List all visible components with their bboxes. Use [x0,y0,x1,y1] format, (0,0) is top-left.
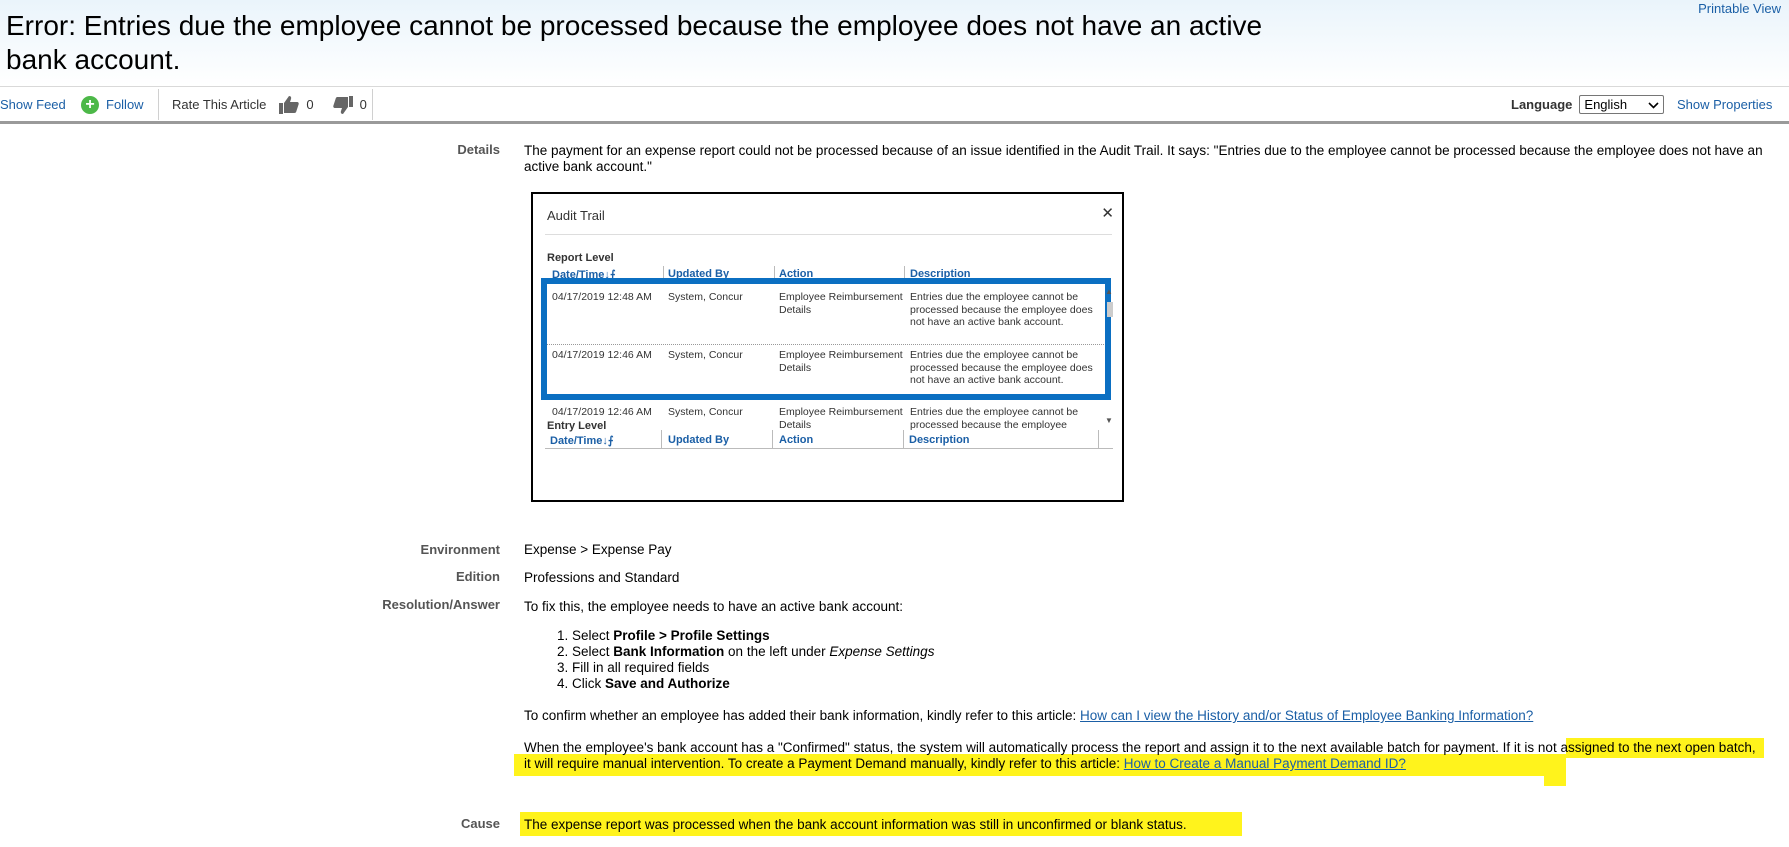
row1-action: Employee Reimbursement Details [779,291,903,316]
rate-article-group [172,87,367,122]
row2-datetime: 04/17/2019 12:46 AM [552,349,652,361]
close-icon: ✕ [1101,205,1114,222]
cause-label: Cause [460,816,500,831]
environment-label: Environment [420,542,500,557]
thumbs-down-icon[interactable] [332,95,354,115]
row3-datetime: 04/17/2019 12:46 AM [552,406,652,418]
banking-history-link[interactable]: How can I view the History and/or Status of Employee Banking Information? [1080,708,1534,723]
col-divider [772,430,773,448]
plus-icon: + [81,96,99,114]
details-label: Details [457,142,500,157]
thumbs-up-icon[interactable] [278,95,300,115]
scroll-down-icon: ▼ [1105,416,1113,425]
article-header [0,0,1789,86]
details-text: The payment for an expense report could not be processed because of an issue identified in the Audit Trail. It says: "Entries due to the employee cannot be processed because the employee does not have an active bank account." [524,143,1763,174]
row2-updated-by: System, Concur [668,349,743,361]
audit-trail-title: Audit Trail [547,208,605,223]
manual-payment-demand-link[interactable]: How to Create a Manual Payment Demand ID? [1123,756,1406,771]
scroll-up-icon: ▲ [1105,287,1113,296]
show-properties-link[interactable]: Show Properties [1677,97,1773,112]
page-title: Error: Entries due the employee cannot be processed because the employee does not have an active bank account. [6,10,1263,75]
edition-label: Edition [455,569,500,584]
edition-value: Professions and Standard [524,570,680,585]
entry-col-header-description: Description [909,434,970,446]
col-divider [661,430,662,448]
col-header-description: Description [910,268,971,280]
printable-view-link[interactable]: Printable View [1698,1,1781,16]
list-item: 3. Fill in all required fields [572,660,934,676]
entry-col-header-action: Action [779,434,814,446]
col-header-datetime: Date/Time↓⨍ [552,269,616,281]
audit-trail-image [531,192,1124,502]
row2-description: Entries due the employee cannot be processed because the employee does not have an active bank account. [910,349,1093,387]
follow-button[interactable] [81,87,144,122]
col-header-action: Action [779,268,814,280]
cause-value: The expense report was processed when the bank account information was still in unconfirmed or blank status. [524,817,1187,832]
row3-description: Entries due the employee cannot be processed because the employee [910,406,1079,431]
scrollbar-thumb [1107,302,1113,317]
row2-action: Employee Reimbursement Details [779,349,903,374]
resolution-steps [554,628,934,692]
language-value: English [1584,97,1628,112]
confirm-paragraph: To confirm whether an employee has added their bank information, kindly refer to this article: How can I view the History and/or Status of Employee Banking Information? [524,708,1534,723]
entry-col-header-updated-by: Updated By [668,434,730,446]
report-level-label: Report Level [547,252,614,264]
row1-updated-by: System, Concur [668,291,743,303]
row3-updated-by: System, Concur [668,406,743,418]
row1-description: Entries due the employee cannot be processed because the employee does not have an active bank account. [910,291,1093,329]
resolution-intro: To fix this, the employee needs to have an active bank account: [524,599,903,614]
highlight-box [541,278,1111,400]
language-label: Language [1511,97,1573,112]
row1-datetime: 04/17/2019 12:48 AM [552,291,652,303]
when-paragraph: When the employee's bank account has a "Confirmed" status, the system will automatically process the report and assign it to the next available batch for payment. If it is not assigned to the next open batch, it will require manual intervention. To create a Payment Demand manually, kindly refer to this article: How to Create a Manual Payment Demand ID? [524,740,1756,771]
rate-label: Rate This Article [172,97,267,112]
environment-value: Expense > Expense Pay [524,542,672,557]
follow-label: Follow [106,97,144,112]
entry-col-header-datetime: Date/Time↓⨍ [550,435,614,447]
list-item: 2. Select Bank Information on the left under Expense Settings [572,644,934,660]
toolbar-divider [158,89,159,120]
thumbs-down-count: 0 [359,97,367,112]
language-group [1511,87,1664,122]
list-item: 4. Click Save and Authorize [572,676,934,692]
toolbar-divider [372,89,373,120]
entry-level-label: Entry Level [547,420,607,432]
row3-action: Employee Reimbursement Details [779,406,903,431]
col-header-updated-by: Updated By [668,268,730,280]
col-divider [1098,430,1099,448]
article-toolbar [0,86,1789,124]
resolution-label: Resolution/Answer [382,597,500,612]
chevron-down-icon [1648,97,1659,112]
col-divider [903,430,904,448]
table-header-line [545,448,1113,449]
show-feed-link[interactable]: Show Feed [0,97,66,112]
divider [545,234,1112,235]
language-select[interactable] [1579,95,1664,114]
list-item: 1. Select Profile > Profile Settings [572,628,934,644]
thumbs-up-count: 0 [306,97,314,112]
